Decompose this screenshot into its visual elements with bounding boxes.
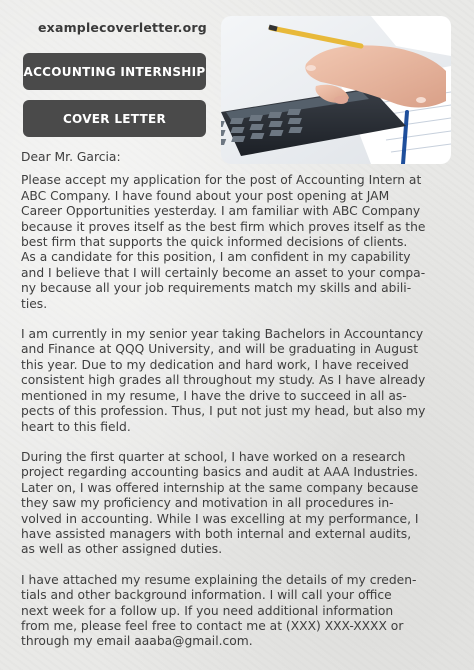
title-badge: ACCOUNTING INTERNSHIP <box>23 53 206 90</box>
paragraph-line: Career Opportunities yesterday. I am familiar with ABC Company <box>21 204 421 219</box>
subtitle-badge: COVER LETTER <box>23 100 206 137</box>
paragraph-education <box>21 327 453 435</box>
paragraph-line: and I believe that I will certainly become an asset to your compa- <box>21 265 426 280</box>
paragraph-line: ties. <box>21 296 48 311</box>
paragraph-line: next week for a follow up. If you need additional information <box>21 603 394 618</box>
paragraph-line: tials and other background information. I will call your office <box>21 588 392 603</box>
paragraph-line: I have attached my resume explaining the details of my creden- <box>21 572 417 587</box>
hands-calculator-pencil-photo <box>221 16 451 164</box>
paragraph-line: they saw my proficiency and motivation in all procedures in- <box>21 496 394 511</box>
paragraph-application <box>21 173 453 312</box>
paragraph-line: ny because all your job requirements match my skills and abili- <box>21 281 412 296</box>
paragraph-line: I am currently in my senior year taking Bachelors in Accountancy <box>21 327 424 342</box>
paragraph-line: heart to this field. <box>21 419 131 434</box>
paragraph-line: During the first quarter at school, I have worked on a research <box>21 449 406 464</box>
paragraph-line: as well as other assigned duties. <box>21 542 223 557</box>
paragraph-line: pects of this profession. Thus, I put not just my head, but also my <box>21 404 426 419</box>
paragraph-line: through my email aaaba@gmail.com. <box>21 634 253 649</box>
paragraph-line: Please accept my application for the post of Accounting Intern at <box>21 173 422 188</box>
paragraph-line: consistent high grades all throughout my study. As I have already <box>21 373 426 388</box>
paragraph-line: have assisted managers with both internal and external audits, <box>21 526 412 541</box>
paragraph-experience <box>21 450 453 558</box>
cover-letter-body <box>21 150 453 665</box>
paragraph-line: volved in accounting. While I was excelling at my performance, I <box>21 511 419 526</box>
paragraph-line: Later on, I was offered internship at the same company because <box>21 480 419 495</box>
paragraph-line: project regarding accounting basics and audit at AAA Industries. <box>21 465 419 480</box>
paragraph-line: from me, please feel free to contact me at (XXX) XXX-XXXX or <box>21 618 404 633</box>
paragraph-closing <box>21 573 453 650</box>
paragraph-line: and Finance at QQQ University, and will be graduating in August <box>21 342 419 357</box>
paragraph-line: mentioned in my resume, I have the drive to succeed in all as- <box>21 388 407 403</box>
paragraph-line: because it proves itself as the best firm which proves itself as the <box>21 219 426 234</box>
salutation: Dear Mr. Garcia: <box>21 150 121 164</box>
paragraph-line: best firm that supports the quick informed decisions of clients. <box>21 235 408 250</box>
paragraph-line: this year. Due to my dedication and hard work, I have received <box>21 357 409 372</box>
paragraph-line: As a candidate for this position, I am confident in my capability <box>21 250 411 265</box>
site-url: examplecoverletter.org <box>38 20 207 35</box>
paragraph-line: ABC Company. I have found about your post opening at JAM <box>21 188 390 203</box>
